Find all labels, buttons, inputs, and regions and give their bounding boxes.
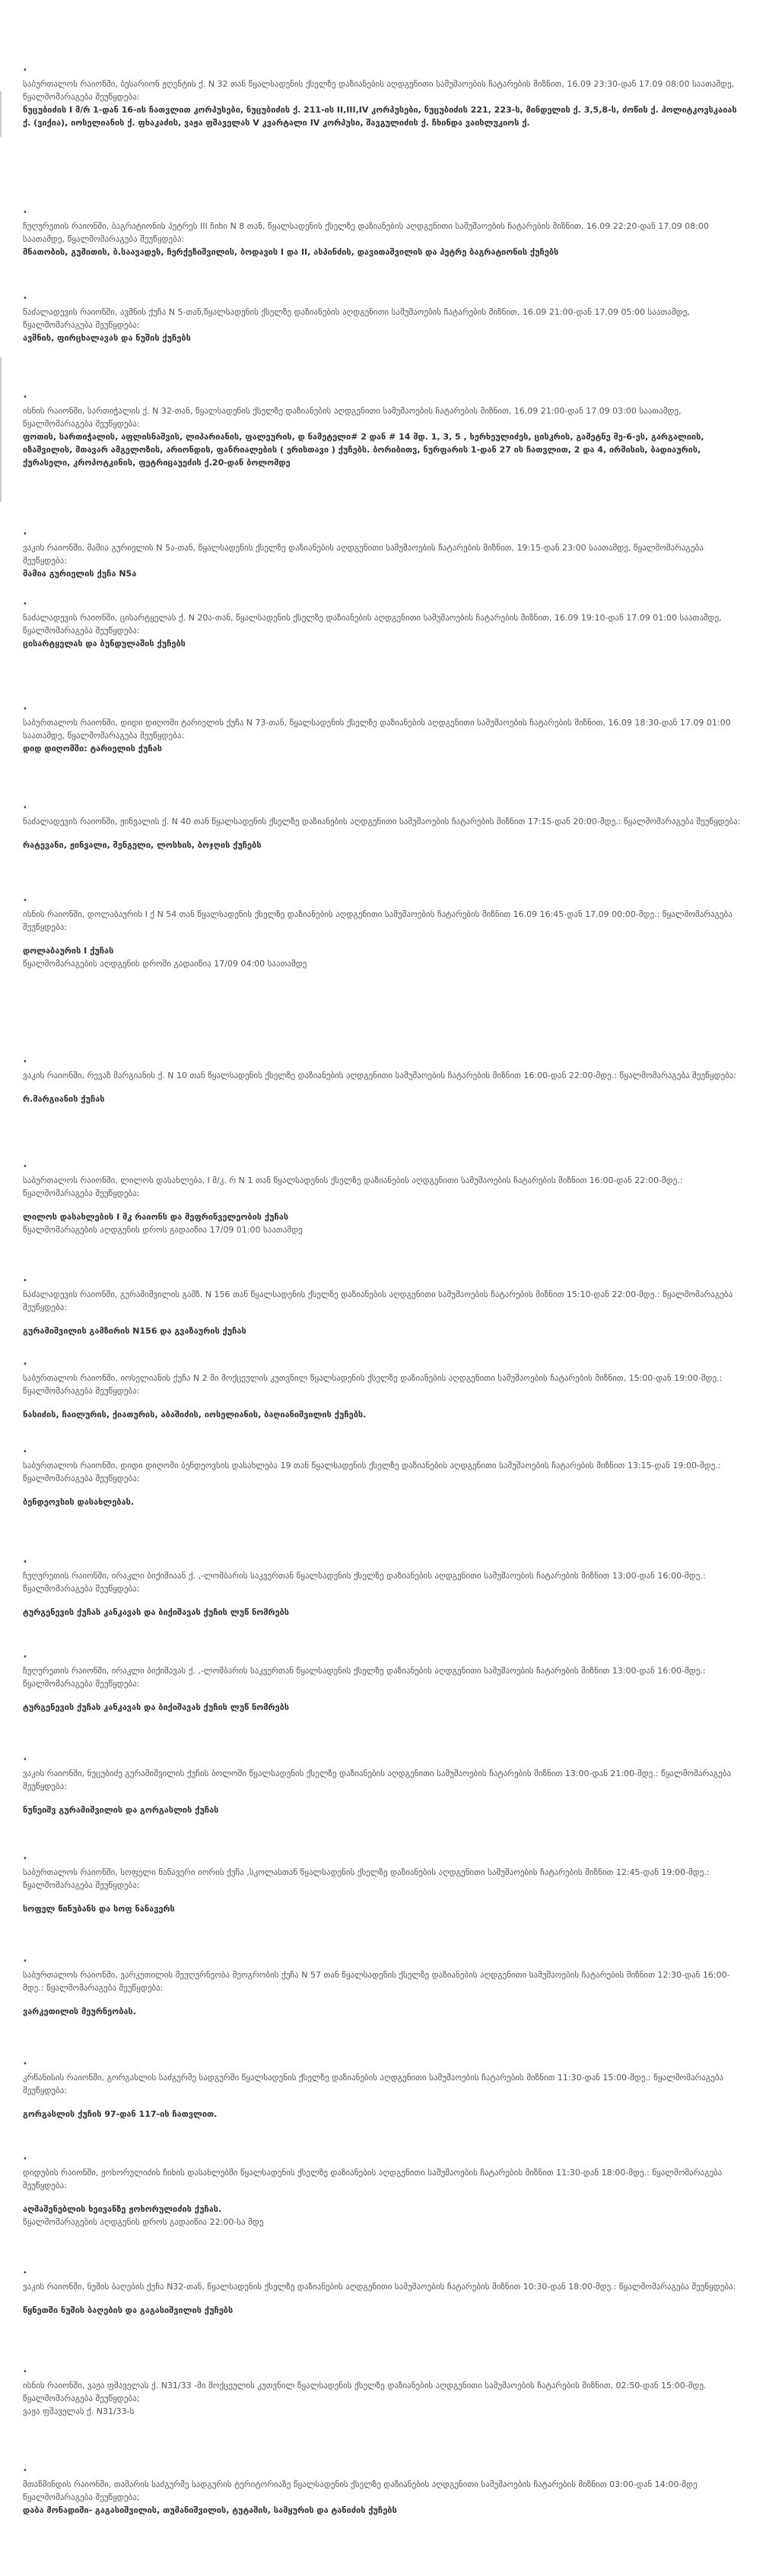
entry-description: ნაძალადევის რაიონში, ჟინვალის ქ. N 40 თან წყალსადენის ქსელზე დაზიანების აღდგენითი სამუშაოების ჩატარების მიზნით 17:15-დან 20:00-მდე.: წყალმომარაგება შეუწყდება: xyxy=(23,817,741,826)
entry-description: ნაძალადევის რაიონში, გურამიშვილის გამზ. N 156 თან წყალსადენის ქსელზე დაზიანების აღდგენითი სამუშაოების ჩატარების მიზნით 15:10-დან 22:00-მდე.: წყალმომარაგება შეუწყდება: xyxy=(23,1290,733,1312)
list-item xyxy=(23,1756,745,1816)
entry-note: ვაჟა ფშაველას ქ. N31/33-ს xyxy=(23,2406,135,2416)
entry-description: ნაძალადევის რაიონში, ავშნის ქუჩა N 5-თან,წყალსადენის ქსელზე დაზიანების აღდგენითი სამუშაოების ჩატარების მიზნით, 16.09 21:00-დან 17.09 05:00 საათამდე, წყალმომარაგება შეუწყდება: xyxy=(23,307,690,330)
entry-streets: ტურგენევის ქუჩას კანკავას და ბიქიშავას ქუჩის ლუწ ნომრებს xyxy=(23,1702,290,1712)
entry-note: წყალმომარაგების აღდგენის დროში გადაიწია 17/09 04:00 საათამდე xyxy=(23,959,307,969)
list-item xyxy=(23,1277,745,1337)
entry-streets: დაბა მონადიში- გაგასიშვილის, თუმანიშვილის, ტუტაშის, სამყურის და ტანიძის ქუჩებს xyxy=(23,2505,397,2515)
page-edge-line xyxy=(0,357,2,502)
entry-streets: აღმაშენებლის ხეივანზე ჟოხორულიძის ქუჩას. xyxy=(23,2204,222,2214)
list-item xyxy=(23,601,745,650)
entry-streets: მამია გურიელის ქუჩა N5ა xyxy=(23,569,137,579)
entry-description: ისნის რაიონში, სართიჭალის ქ. N 32-თან, წყალსადენის ქსელზე დაზიანების აღდგენითი სამუშაოების ჩატარების მიზნით, 16.09 21:00-დან 17.09 03:00 საათამდე, წყალმომარაგება შეუწყდება: xyxy=(23,406,682,429)
bullet: • xyxy=(23,1277,27,1285)
list-item xyxy=(23,897,745,970)
bullet: • xyxy=(23,1448,27,1456)
entry-description: ვაკის რაიონში, ნუცუბიძე გურამიშვილის ქუჩის ბოლოში წყალსადენის ქსელზე დაზიანების აღდგენითი სამუშაოების ჩატარების მიზნით 13:00-დან 21:00-მდე.: წყალმომარაგება შეუწყდება: xyxy=(23,1769,732,1791)
list-item xyxy=(23,209,745,259)
bullet: • xyxy=(23,804,27,812)
entry-note: წყალმომარაგების აღდგენის დროს გადაიწია 17/09 01:00 საათამდე xyxy=(23,1225,303,1235)
bullet: • xyxy=(23,2368,27,2376)
bullet: • xyxy=(23,2060,27,2068)
entry-description: მთაწმინდის რაიონში, თამარის საძგურმე სადგურის ტერიტორიაზე წყალსადენის ქსელზე დაზიანების აღდგენითი სამუშაოების ჩატარების მიზნით 03:00-დან 14:00-მდე წყალმომარაგება შეუწყდება; xyxy=(23,2479,698,2502)
bullet: • xyxy=(23,2467,27,2475)
bullet: • xyxy=(23,896,27,905)
list-item xyxy=(23,1163,745,1236)
entry-description: ჩუღურეთის რაიონში, ბაგრატიონის პეტრეს III ჩიხი N 8 თან, წყალსადენის ქსელზე დაზიანების აღდგენითი სამუშაოების ჩატარების მიზნით, 16.09 22:20-დან 17.09 08:00 საათამდე, წყალმომარაგება შეუწყდება: xyxy=(23,221,709,244)
entry-description: ვაკის რაიონში, რევაზ მარგიანის ქ. N 10 თან წყალსადენის ქსელზე დაზიანების აღდგენითი სამუშაოების ჩატარების მიზნით 16:00-დან 22:00-მდე.: წყალმომარაგება შეუწყდება: xyxy=(23,1071,737,1080)
entry-streets: ცისარტყელას და ბუნდულაშის ქუჩებს xyxy=(23,639,186,649)
list-item xyxy=(23,394,745,469)
bullet: • xyxy=(23,1653,27,1661)
entry-streets: ნუნეიშვ გურამიშვილის და გორგასლის ქუჩას xyxy=(23,1805,219,1815)
entry-description: დიდუბის რაიონში, ჟოხორულიძის ჩიხის დასახლებში წყალსადენის ქსელზე დაზიანების აღდგენითი სამუშაოების ჩატარების მიზნით 11:30-დან 18:00-მდე.: წყალმომარაგება შეუწყდება: xyxy=(23,2168,723,2191)
list-item xyxy=(23,67,745,129)
list-item xyxy=(23,1654,745,1714)
page-edge-line xyxy=(0,91,2,137)
entry-streets: რ.მარგიანის ქუჩას xyxy=(23,1094,105,1104)
entry-streets: ფოთის, სართიჭალის, აფლისნაშვის, ლიპარიანის, ფალეურის, დ ნამეტელი# 2 დან # 14 მდ. 1, 3, 5 , ხერხეულიძეს, ცისკრის, გამეტნე მე-6-ეს, გარგალიის, იზაშვილის, მთავარ ამგელოზის, არიონდის, ფანრიალების ( ერისთავი ) ქუჩებს. ბორიბითვ, ნურფარის 1-დან 27 ის ჩათვლით, 2 და 4, ირმისის, ბადიაურის, ქურასელი, კროპოტკინის, ფეტრიცაუეძის ქ.20-დან ბოლომდე xyxy=(23,432,704,468)
list-item xyxy=(23,531,745,580)
entry-streets: ლილოს დასახლების I მკ რაიონს და მეფრინველეობის ქუჩას xyxy=(23,1212,289,1222)
list-item xyxy=(23,2270,745,2317)
entry-streets: დიდ დიღომში: ტარიელის ქუჩას xyxy=(23,744,162,753)
entry-streets: დოლაბაურის I ქუჩას xyxy=(23,946,114,956)
list-item xyxy=(23,804,745,852)
bullet: • xyxy=(23,1163,27,1171)
entry-description: საბურთალოს რაიონში, დიდი დიღომი ბენდეოვსის დასახლება 19 თან წყალსადენის ქსელზე დაზიანების აღდგენითი სამუშაოების ჩატარების მიზნით 13:15-დან 19:00-მდე.: წყალმომარაგება შეუწყდება: xyxy=(23,1461,721,1483)
bullet: • xyxy=(23,208,27,217)
list-item xyxy=(23,1448,745,1508)
bullet: • xyxy=(23,2155,27,2163)
bullet: • xyxy=(23,66,27,75)
list-item xyxy=(23,2467,745,2517)
entry-description: ვაკის რაიონში, მამია გურიელის N 5ა-თან, წყალსადენის ქსელზე დაზიანების აღდგენითი სამუშაოების ჩატარების მიზნით, 19:15-დან 23:00 საათამდე, წყალმომარაგება შეუწყდება: xyxy=(23,543,704,566)
bullet: • xyxy=(23,294,27,303)
entry-streets: წყნეთში ნუშის ბაღების და გაგასიშვილის ქუჩებს xyxy=(23,2305,234,2315)
entry-streets: ტურგენევის ქუჩას კანკავას და ბიქიშავას ქუჩის ლუწ ნომრებს xyxy=(23,1607,290,1617)
bullet: • xyxy=(23,1957,27,1965)
entry-note: წყალმომარაგების აღდგენის დროს გადაიწია 22:00-სა მდე xyxy=(23,2217,264,2227)
bullet: • xyxy=(23,705,27,713)
entry-description: ისნის რაიონში, ვაჟა ფშაველას ქ. N31/33 -მი მოქცეულის კუთვნილ წყალსადენის ქსელზე დაზიანების აღდგენითი სამუშაოების ჩატარების მიზნით, 02:50-დან 15:00-მდე. წყალმომარაგება შეუწყდება; xyxy=(23,2381,707,2403)
entry-streets: გურამიშვილის გამზირის N156 და გვაზაურის ქუჩას xyxy=(23,1326,246,1336)
entry-description: ჩუღურეთის რაიონში, ირაკლი ბიქიშავას ქ. ,-ლომბარის საკვერთან წყალსადენის ქსელზე დაზიანების აღდგენითი სამუშაოების ჩატარების მიზნით 13:00-დან 16:00-მდე.: წყალმომარაგება შეუწყდება: xyxy=(23,1666,706,1689)
entry-streets: ვარკეთილის მეურნეობას. xyxy=(23,2007,136,2016)
entry-description: ისნის რაიონში, დოლაბაურის I ქ N 54 თან წყალსადენის ქსელზე დაზიანების აღდგენითი სამუშაოების ჩატარების მიზნით 16.09 16:45-დან 17.09 00:00-მდე.: წყალმომარაგება შეუწყდება: xyxy=(23,909,733,932)
entry-streets: ავშნის, ფირცხალავას და ნუშის ქუჩებს xyxy=(23,333,191,343)
entry-description: ვაკის რაიონში, ნუშის ბაღების ქუჩა N32-თან, წყალსადენის ქსელზე დაზიანების აღდგენითი სამუშაოების ჩატარების მიზნით 10:30-დან 18:00-მდე.: წყალმომარაგება შეუწყდება: xyxy=(23,2282,736,2292)
entry-description: ჩუღურეთის რაიონში, ირაკლი ბიქიშიაან ქ. ,-ლომბარის საკვერთან წყალსადენის ქსელზე დაზიანების აღდგენითი სამუშაოების ჩატარების მიზნით 13:00-დან 16:00-მდე.: წყალმომარაგება შეუწყდება: xyxy=(23,1571,706,1594)
entry-description: საბურთალოს რაიონში, ბესარიონ ჟღენტის ქ. N 32 თან წყალსადენის ქსელზე დაზიანების აღდგენითი სამუშაოების ჩატარების მიზნით, 16.09 23:30-დან 17.09 08:00 საათამდე, წყალმომარაგება შეუწყდება: xyxy=(23,79,735,102)
entry-streets: რატევანი, ჟინვალი, შენგელი, ლოსხის, ბოჯღის ქუჩებს xyxy=(23,840,262,850)
entry-description: საბურთალოს რაიონში, სოფელი ნანავერი იორის ქუჩა ,სკოლასთან წყალსადენის ქსელზე დაზიანების აღდგენითი სამუშაოების ჩატარების მიზნით 12:45-დან 19:00-მდე.: წყალმომარაგება შეუწყდება: xyxy=(23,1867,710,1890)
bullet: • xyxy=(23,2269,27,2277)
entry-streets: გორგასლის ქუჩის 97-დან 117-ის ჩათვლით. xyxy=(23,2109,218,2119)
bullet: • xyxy=(23,530,27,538)
bullet: • xyxy=(23,1756,27,1764)
list-item xyxy=(23,2368,745,2418)
bullet: • xyxy=(23,1360,27,1369)
list-item xyxy=(23,706,745,755)
entry-streets: ნუცუბიძის I მ/რ 1-დან 16-ის ჩათვლით კორპუსები, ნუცუბიძის ქ. 211-ის II,III,IV კორპუსები, ნუცუბიძის 221, 223-ს, მინდელის ქ. 3,5,8-ს, ძოწის ქ. პოლიტკოვსკაიას ქ. (ვიქია), იოსელიანის ქ. ფხაკაძის, ვაჟა ფშაველას V კვარტალი IV კორპუსი, შავგულიძის ქ. ჩხინდა ვაისლუკიოს ქ. xyxy=(23,105,737,128)
entry-description: კრწანისის რაიონში, გორგასლის საძგურმე სადგურში წყალსადენის ქსელზე დაზიანების აღდგენითი სამუშაოების ჩატარების მიზნით 11:30-დან 15:00-მდე.: წყალმომარაგება შეუწყდება: xyxy=(23,2073,724,2095)
entry-streets: მნათობის, გუმითის, ბ.საავადეს, ჩერქეზიშვილის, ბოდავის I და II, ასპინძის, დავითაშვილის და პეტრე ბაგრატიონის ქუჩებს xyxy=(23,247,559,257)
entry-streets: სოფელ წინუბანს და სოფ ნანავერს xyxy=(23,1904,175,1914)
entry-streets: ნასიძის, ჩაილურის, ქიათურის, აბაშიძის, იოსელიანის, ბაღიანიშვილის ქუჩებს. xyxy=(23,1410,367,1420)
list-item xyxy=(23,1958,745,2018)
list-item xyxy=(23,2156,745,2229)
list-item xyxy=(23,2060,745,2121)
entry-streets: ბენდეოვსის დასახლებას. xyxy=(23,1497,135,1507)
bullet: • xyxy=(23,393,27,401)
list-item xyxy=(23,1058,745,1106)
bullet: • xyxy=(23,1058,27,1066)
list-item xyxy=(23,295,745,344)
list-item xyxy=(23,1855,745,1915)
bullet: • xyxy=(23,1854,27,1863)
entry-description: საბურთალოს რაიონში, ვარკეთილის მეუღურნეობა მეოგრობის ქუჩა N 57 თან წყალსადენის ქსელზე დაზიანების აღდგენითი სამუშაოების ჩატარების მიზნით 12:30-დან 16:00-მდე.: წყალმომარაგება შეუწყდება: xyxy=(23,1970,730,1993)
entry-description: საბურთალოს რაიონში, იოსელიანის ქუჩა N 2 მი მოქცეულის კუთვნილ წყალსადენის ქსელზე დაზიანების აღდგენითი სამუშაოების ჩატარების მიზნით, 15:00-დან 19:00-მდე.: წყალმომარაგება შეუწყდება: xyxy=(23,1373,723,1396)
list-item xyxy=(23,1361,745,1421)
bullet: • xyxy=(23,1558,27,1566)
entry-description: ნაძალადევის რაიონში, ცისარტყელას ქ. N 20ა-თან, წყალსადენის ქსელზე დაზიანების აღდგენითი სამუშაოების ჩატარების მიზნით, 16.09 19:10-დან 17.09 01:00 საათამდე, წყალმომარაგება შეუწყდება: xyxy=(23,613,722,636)
entry-description: საბურთალოს რაიონში, ლილოს დასახლება, I მ/კ. რ N 1 თან წყალსადენის ქსელზე დაზიანების აღდგენითი სამუშაოების ჩატარების მიზნით 16:00-დან 22:00-მდე.: წყალმომარაგება შეუწყდება: xyxy=(23,1175,683,1198)
list-item xyxy=(23,1559,745,1619)
bullet: • xyxy=(23,600,27,608)
entry-description: საბურთალოს რაიონში, დიდი დიღომი ტარიელის ქუჩა N 73-თან, წყალსადენის ქსელზე დაზიანების აღდგენითი სამუშაოების ჩატარების მიზნით, 16.09 18:30-დან 17.09 01:00 საათამდე, წყალმომარაგება შეუწყდება: xyxy=(23,718,731,741)
